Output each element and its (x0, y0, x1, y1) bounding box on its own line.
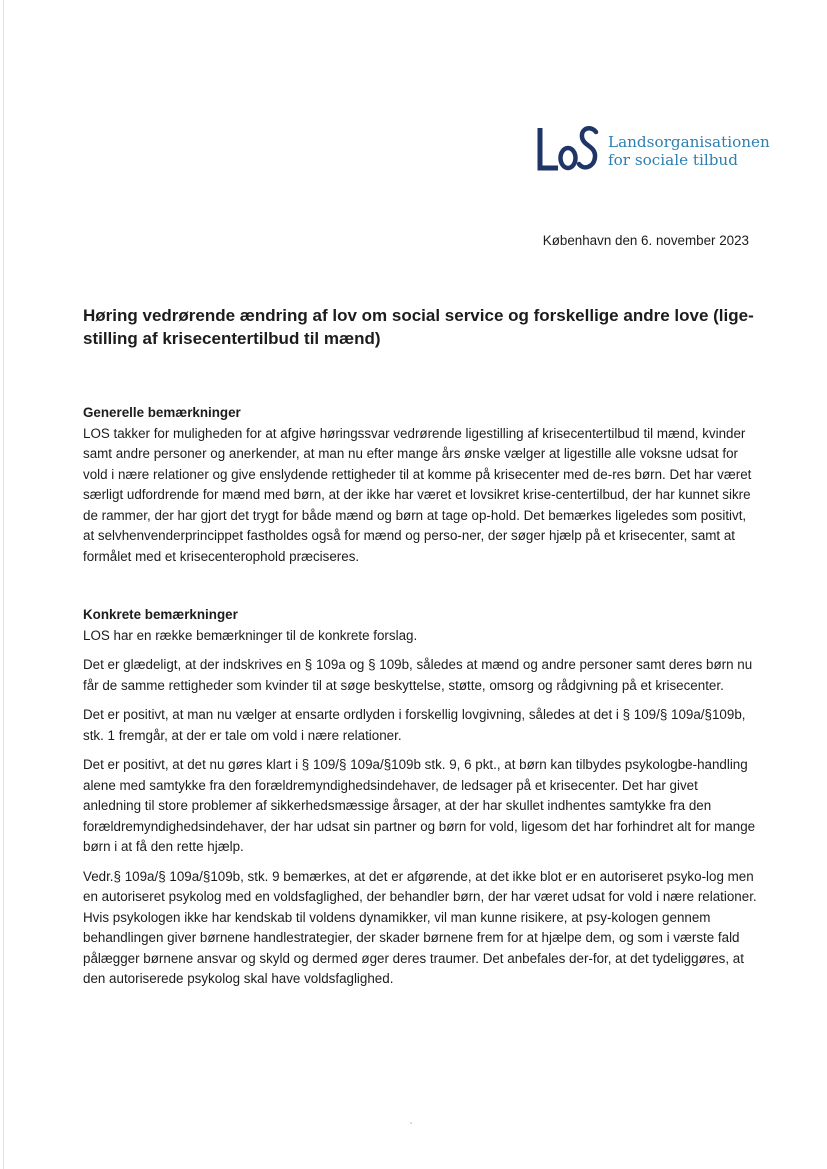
section-general-remarks (83, 403, 759, 576)
los-logo-mark (536, 124, 600, 174)
document-title: Høring vedrørende ændring af lov om social service og forskellige andre love (lige-stilling af krisecentertilbud til mænd) (83, 306, 754, 348)
section-heading: Konkrete bemærkninger (83, 607, 238, 622)
section-heading: Generelle bemærkninger (83, 405, 241, 420)
paragraph: Vedr.§ 109a/§ 109a/§109b, stk. 9 bemærkes, at det er afgørende, at det ikke blot er en autoriseret psyko-log men en autoriseret psykolog med en voldsfaglighed, der behandler børn, der har været udsat for vold i nære relationer. Hvis psykologen ikke har kendskab til voldens dynamikker, vil man kunne risikere, at psy-kologen gennem behandlingen giver børnene handlestrategier, der skader børnene frem for at hjælpe dem, og som i værste fald pålægger børnene ansvar og skyld og dermed øger deres traumer. Det anbefales der-for, at det tydeliggøres, at den autoriserede psykolog skal have voldsfaglighed. (83, 868, 757, 986)
page-edge (3, 0, 4, 1169)
paragraph: LOS takker for muligheden for at afgive høringssvar vedrørende ligestilling af krisecentertilbud til mænd, kvinder samt andre personer og anerkender, at man nu efter mange års ønske vælger at ligestille alle voksne udsat for vold i nære relationer og give enslydende rettigheder til at komme på krisecenter med de-res børn. Det har været særligt udfordrende for mænd med børn, at der ikke har været et lovsikret krise-centertilbud, der har kunnet sikre de rammer, der har gjort det trygt for både mænd og børn at tage op-hold. Det bemærkes ligeledes som positivt, at selvhenvenderprincippet fastholdes også for mænd og perso-ner, der søger hjælp på et krisecenter, samt at formålet med et krisecenterophold præciseres. (83, 425, 752, 564)
logo-text (608, 133, 770, 169)
paragraph: Det er positivt, at man nu vælger at ensarte ordlyden i forskellig lovgivning, således at det i § 109/§ 109a/§109b, stk. 1 fremgår, at der er tale om vold i nære relationer. (83, 707, 746, 743)
paragraph: Det er positivt, at det nu gøres klart i § 109/§ 109a/§109b stk. 9, 6 pkt., at børn kan tilbydes psykologbe-handling alene med samtykke fra den forældremyndighedsindehaver, de ledsager på et krisecenter. Det har givet anledning til store problemer af sikkerhedsmæssige årsager, at der har skullet indhentes samtykke fra den forældremyndighedsindehaver, der har udsat sin partner og børn for vold, ligesom det har forhindret alt for mange børn i at få den rette hjælp. (83, 757, 756, 854)
paragraph: LOS har en række bemærkninger til de konkrete forslag. (83, 627, 418, 643)
logo-line-2: for sociale tilbud (608, 151, 738, 169)
section-concrete-remarks (83, 605, 759, 999)
los-logo (536, 124, 770, 180)
letter-date: København den 6. november 2023 (542, 233, 749, 248)
scan-speck (410, 1122, 412, 1124)
paragraph: Det er glædeligt, at der indskrives en § 109a og § 109b, således at mænd og andre personer samt deres børn nu får de samme rettigheder som kvinder til at søge beskyttelse, støtte, omsorg og rådgivning på et krisecenter. (83, 657, 753, 693)
logo-line-1: Landsorganisationen (608, 133, 770, 151)
